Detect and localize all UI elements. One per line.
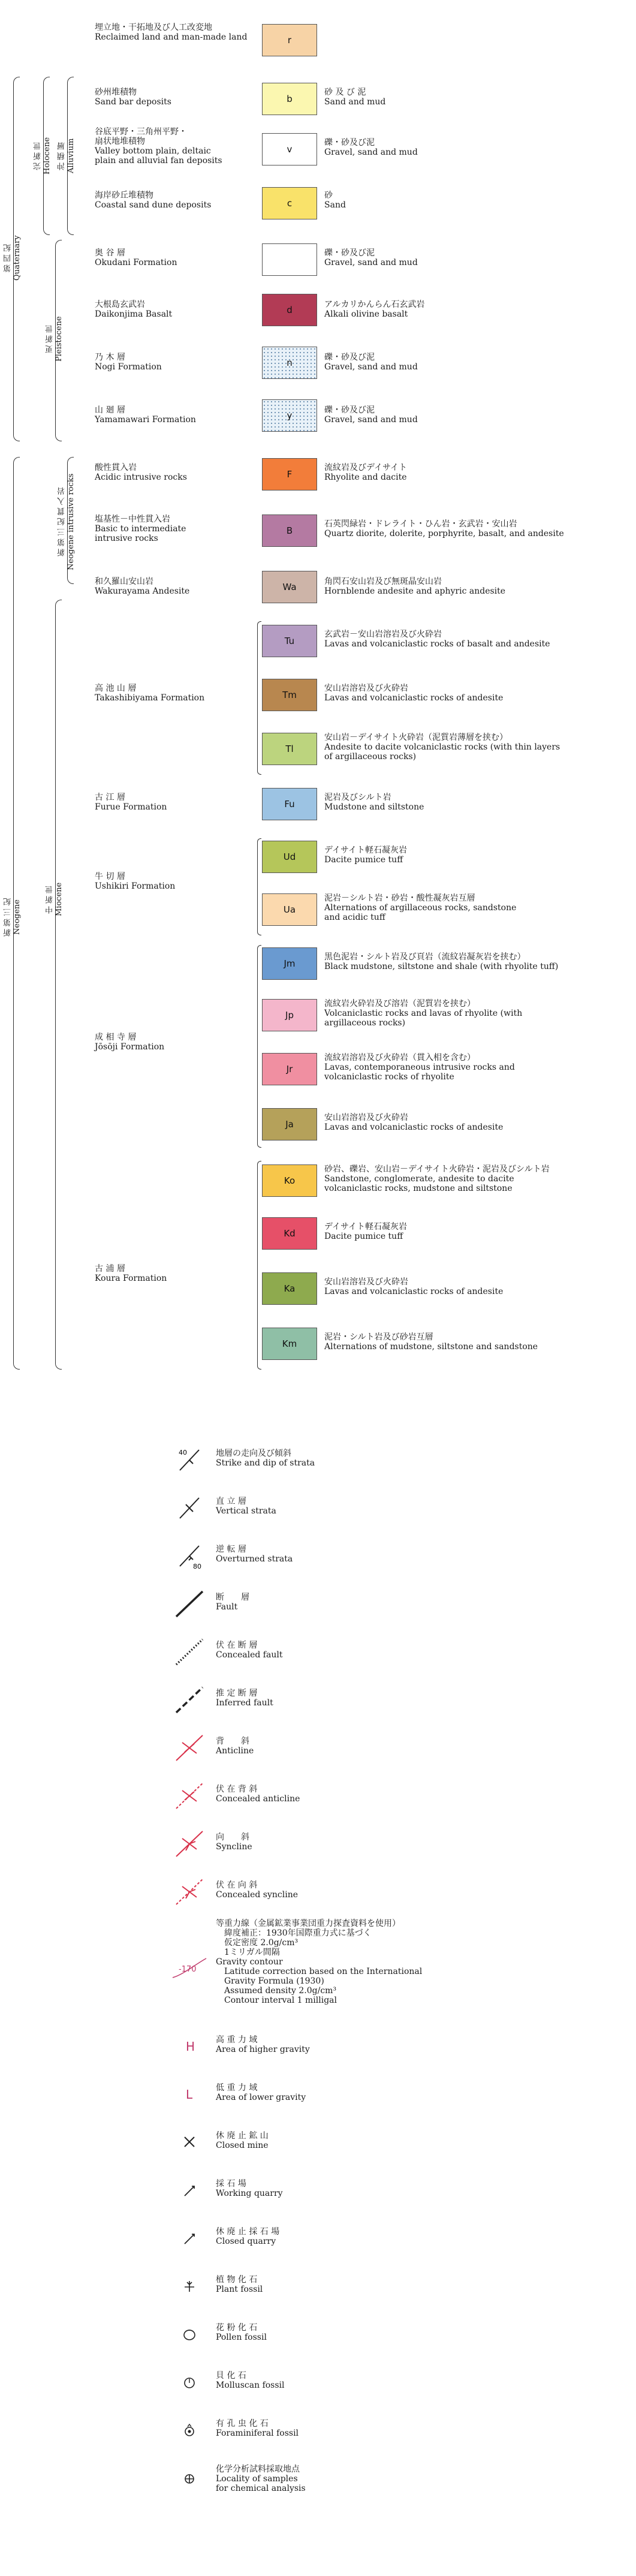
vertical-strata-label: 直 立 層 Vertical strata bbox=[216, 1497, 276, 1516]
unit-desc-okudani: 礫・砂及び泥 Gravel, sand and mud bbox=[324, 248, 418, 267]
unit-name-acidic: 酸性貫入岩 Acidic intrusive rocks bbox=[95, 463, 187, 482]
unit-desc-F: 流紋岩及びデイサイト Rhyolite and dacite bbox=[324, 463, 408, 482]
unit-desc-Kd: デイサイト軽石凝灰岩 Dacite pumice tuff bbox=[324, 1222, 408, 1241]
unit-name-basic: 塩基性－中性貫入岩 Basic to intermediate intrusive rocks bbox=[95, 514, 186, 543]
unit-box-Ud: Ud bbox=[262, 841, 317, 873]
unit-box-B: B bbox=[262, 514, 317, 547]
unit-name-dune: 海岸砂丘堆積物 Coastal sand dune deposits bbox=[95, 191, 212, 210]
miocene-brace bbox=[55, 600, 62, 1370]
unit-desc-Fu: 泥岩及びシルト岩 Mudstone and siltstone bbox=[324, 793, 424, 812]
unit-box-Ja: Ja bbox=[262, 1108, 317, 1140]
concealed-fault-icon bbox=[171, 1638, 207, 1666]
unit-box-y: y bbox=[262, 399, 317, 432]
working-quarry-label: 採 石 場 Working quarry bbox=[216, 2179, 283, 2198]
svg-text:H: H bbox=[186, 2039, 195, 2054]
unit-box-Jm: Jm bbox=[262, 947, 317, 980]
pollen-fossil-icon bbox=[171, 2321, 207, 2348]
unit-box-Fu: Fu bbox=[262, 788, 317, 820]
unit-box-Tm: Tm bbox=[262, 679, 317, 711]
unit-desc-v: 礫・砂及び泥 Gravel, sand and mud bbox=[324, 138, 418, 157]
unit-desc-Jr: 流紋岩溶岩及び火砕岩（貫入相を含む） Lavas, contemporaneous intrusive rocks and volcaniclastic rocks of rhyolite bbox=[324, 1053, 515, 1082]
unit-desc-y: 礫・砂及び泥 Gravel, sand and mud bbox=[324, 405, 418, 425]
unit-desc-Ud: デイサイト軽石凝灰岩 Dacite pumice tuff bbox=[324, 845, 408, 865]
chemical-sample-icon bbox=[171, 2464, 207, 2492]
unit-name-okudani: 奥 谷 層 Okudani Formation bbox=[95, 248, 177, 267]
pleistocene-label: 更 新 世 Pleistocene bbox=[46, 316, 64, 362]
unit-name-valley: 谷底平野・三角州平野・ 扇状地堆積物 Valley bottom plain, deltaic plain and alluvial fan deposits bbox=[95, 127, 222, 165]
intrusive-label: 新 第 三 紀 貫 入 岩 Neogene intrusive rocks bbox=[58, 473, 76, 570]
unit-box-Jp: Jp bbox=[262, 999, 317, 1031]
unit-name-koura: 古 浦 層 Koura Formation bbox=[95, 1264, 167, 1283]
foraminiferal-fossil-label: 有 孔 虫 化 石 Foraminiferal fossil bbox=[216, 2419, 299, 2438]
svg-text:80: 80 bbox=[193, 1563, 201, 1570]
unit-box-Ka: Ka bbox=[262, 1272, 317, 1305]
high-gravity-label: 高 重 力 域 Area of higher gravity bbox=[216, 2035, 310, 2054]
closed-mine-label: 休 廃 止 鉱 山 Closed mine bbox=[216, 2131, 269, 2150]
closed-quarry-label: 休 廃 止 採 石 場 Closed quarry bbox=[216, 2227, 280, 2246]
unit-desc-Ua: 泥岩－シルト岩・砂岩・酸性凝灰岩互層 Alternations of argillaceous rocks, sandstone and acidic tuff bbox=[324, 893, 517, 922]
chemical-sample-label: 化学分析試料採取地点 Locality of samples for chemical analysis bbox=[216, 2464, 306, 2493]
strike-dip-icon bbox=[171, 1446, 207, 1474]
concealed-syncline-icon bbox=[171, 1878, 207, 1906]
unit-box-c: c bbox=[262, 187, 317, 219]
closed-quarry-icon bbox=[171, 2225, 207, 2252]
anticline-label: 背 斜 Anticline bbox=[216, 1737, 254, 1756]
unit-box-F: F bbox=[262, 458, 317, 490]
concealed-syncline-label: 伏 在 向 斜 Concealed syncline bbox=[216, 1880, 299, 1900]
plant-fossil-icon bbox=[171, 2273, 207, 2300]
koura-brace bbox=[257, 1161, 261, 1370]
working-quarry-icon bbox=[171, 2177, 207, 2204]
unit-name-takashibiyama: 高 池 山 層 Takashibiyama Formation bbox=[95, 684, 205, 703]
unit-desc-Tm: 安山岩溶岩及び火砕岩 Lavas and volcaniclastic rocks of andesite bbox=[324, 684, 504, 703]
overturned-strata-label: 逆 転 層 Overturned strata bbox=[216, 1545, 293, 1564]
concealed-anticline-icon bbox=[171, 1782, 207, 1810]
svg-text:40: 40 bbox=[179, 1449, 187, 1456]
alluvium-label: 沖 積 層 Alluvium bbox=[58, 138, 76, 174]
holocene-label: 完 新 世 Holocene bbox=[34, 137, 52, 175]
unit-box-okudani bbox=[262, 243, 317, 276]
low-gravity-label: 低 重 力 域 Area of lower gravity bbox=[216, 2083, 306, 2102]
unit-name-josoji: 成 相 寺 層 Jōsōji Formation bbox=[95, 1033, 165, 1052]
svg-text:L: L bbox=[186, 2087, 193, 2102]
ushikiri-brace bbox=[257, 838, 261, 935]
low-gravity-icon bbox=[171, 2081, 207, 2108]
anticline-icon bbox=[171, 1734, 207, 1762]
molluscan-fossil-icon bbox=[171, 2369, 207, 2396]
unit-name-wakurayama: 和久羅山安山岩 Wakurayama Andesite bbox=[95, 577, 190, 596]
neogene-label: 新 第 三 紀 Neogene bbox=[4, 898, 22, 937]
unit-desc-Ko: 砂岩、礫岩、安山岩－デイサイト火砕岩・泥岩及びシルト岩 Sandstone, conglomerate, andesite to dacite volcaniclastic rocks, mudstone and siltstone bbox=[324, 1164, 550, 1193]
unit-desc-Wa: 角閃石安山岩及び無斑晶安山岩 Hornblende andesite and aphyric andesite bbox=[324, 577, 506, 596]
syncline-label: 向 斜 Syncline bbox=[216, 1832, 252, 1852]
unit-desc-c: 砂 Sand bbox=[324, 191, 346, 210]
unit-box-Kd: Kd bbox=[262, 1217, 317, 1250]
foraminiferal-fossil-icon bbox=[171, 2416, 207, 2444]
strike-dip-label: 地層の走向及び傾斜 Strike and dip of strata bbox=[216, 1449, 315, 1468]
miocene-label: 中 新 世 Miocene bbox=[46, 882, 64, 917]
unit-name-nogi: 乃 木 層 Nogi Formation bbox=[95, 353, 162, 372]
unit-box-Ua: Ua bbox=[262, 893, 317, 926]
unit-desc-Tu: 玄武岩－安山岩溶岩及び火砕岩 Lavas and volcaniclastic rocks of basalt and andesite bbox=[324, 630, 550, 649]
quaternary-label: 第 四 紀 Quaternary bbox=[4, 235, 22, 281]
unit-desc-b: 砂 及 び 泥 Sand and mud bbox=[324, 88, 386, 107]
unit-box-d: d bbox=[262, 294, 317, 326]
unit-name-reclaimed: 埋立地・干拓地及び人工改変地 Reclaimed land and man-made land bbox=[95, 23, 248, 42]
unit-name-ushikiri: 牛 切 層 Ushikiri Formation bbox=[95, 872, 176, 891]
unit-box-Tu: Tu bbox=[262, 625, 317, 657]
concealed-fault-label: 伏 在 断 層 Concealed fault bbox=[216, 1641, 283, 1660]
fault-label: 断 層 Fault bbox=[216, 1593, 249, 1612]
high-gravity-icon bbox=[171, 2033, 207, 2060]
pollen-fossil-label: 花 粉 化 石 Pollen fossil bbox=[216, 2323, 267, 2342]
unit-desc-Jm: 黒色泥岩・シルト岩及び頁岩（流紋岩凝灰岩を挟む） Black mudstone, siltstone and shale (with rhyolite tuff) bbox=[324, 952, 559, 971]
overturned-strata-icon bbox=[171, 1542, 207, 1570]
unit-box-b: b bbox=[262, 83, 317, 115]
unit-name-yamamawari: 山 廻 層 Yamamawari Formation bbox=[95, 405, 196, 425]
josoji-brace bbox=[257, 945, 261, 1148]
vertical-strata-icon bbox=[171, 1494, 207, 1522]
inferred-fault-label: 推 定 断 層 Inferred fault bbox=[216, 1689, 273, 1708]
fault-icon bbox=[171, 1590, 207, 1618]
unit-desc-Ka: 安山岩溶岩及び火砕岩 Lavas and volcaniclastic rocks of andesite bbox=[324, 1277, 504, 1296]
unit-name-furue: 古 江 層 Furue Formation bbox=[95, 793, 167, 812]
svg-text:-170: -170 bbox=[179, 1965, 197, 1974]
unit-box-r: r bbox=[262, 24, 317, 56]
unit-box-Ko: Ko bbox=[262, 1164, 317, 1197]
unit-box-Jr: Jr bbox=[262, 1053, 317, 1085]
unit-desc-d: アルカリかんらん石玄武岩 Alkali olivine basalt bbox=[324, 300, 425, 319]
unit-desc-Km: 泥岩・シルト岩及び砂岩互層 Alternations of mudstone, siltstone and sandstone bbox=[324, 1332, 538, 1352]
unit-box-n: n bbox=[262, 347, 317, 379]
unit-box-Wa: Wa bbox=[262, 571, 317, 603]
unit-box-v: v bbox=[262, 133, 317, 165]
unit-desc-Jp: 流紋岩火砕岩及び溶岩（泥質岩を挟む） Volcaniclastic rocks and lavas of rhyolite (with argillaceous rocks) bbox=[324, 999, 523, 1028]
molluscan-fossil-label: 貝 化 石 Molluscan fossil bbox=[216, 2371, 285, 2390]
concealed-anticline-label: 伏 在 背 斜 Concealed anticline bbox=[216, 1784, 300, 1804]
unit-desc-B: 石英閃緑岩・ドレライト・ひん岩・玄武岩・安山岩 Quartz diorite, dolerite, porphyrite, basalt, and andesite bbox=[324, 519, 564, 538]
syncline-icon bbox=[171, 1830, 207, 1858]
takashibiyama-brace bbox=[257, 621, 261, 775]
gravity-contour-icon bbox=[171, 1954, 207, 1981]
closed-mine-icon bbox=[171, 2129, 207, 2156]
unit-name-sandbar: 砂州堆積物 Sand bar deposits bbox=[95, 88, 171, 107]
unit-desc-Tl: 安山岩－デイサイト火砕岩（泥質岩薄層を挟む） Andesite to dacite volcaniclastic rocks (with thin layers of argillaceous rocks) bbox=[324, 733, 560, 762]
unit-name-daikonjima: 大根島玄武岩 Daikonjima Basalt bbox=[95, 300, 173, 319]
unit-box-Tl: Tl bbox=[262, 733, 317, 765]
inferred-fault-icon bbox=[171, 1686, 207, 1714]
unit-box-Km: Km bbox=[262, 1328, 317, 1360]
unit-desc-n: 礫・砂及び泥 Gravel, sand and mud bbox=[324, 353, 418, 372]
plant-fossil-label: 植 物 化 石 Plant fossil bbox=[216, 2275, 263, 2294]
unit-desc-Ja: 安山岩溶岩及び火砕岩 Lavas and volcaniclastic rocks of andesite bbox=[324, 1113, 504, 1132]
gravity-contour-label: 等重力線（金属鉱業事業団重力探査資料を使用） 緯度補正：1930年国際重力式に基づく 仮定密度 2.0g/cm³ 1ミリガル間隔 Gravity contour Latitude correction based on the International Gravity Formula (1930) Assumed density 2.0g/cm³ Contour interval 1 milligal bbox=[216, 1919, 423, 2005]
